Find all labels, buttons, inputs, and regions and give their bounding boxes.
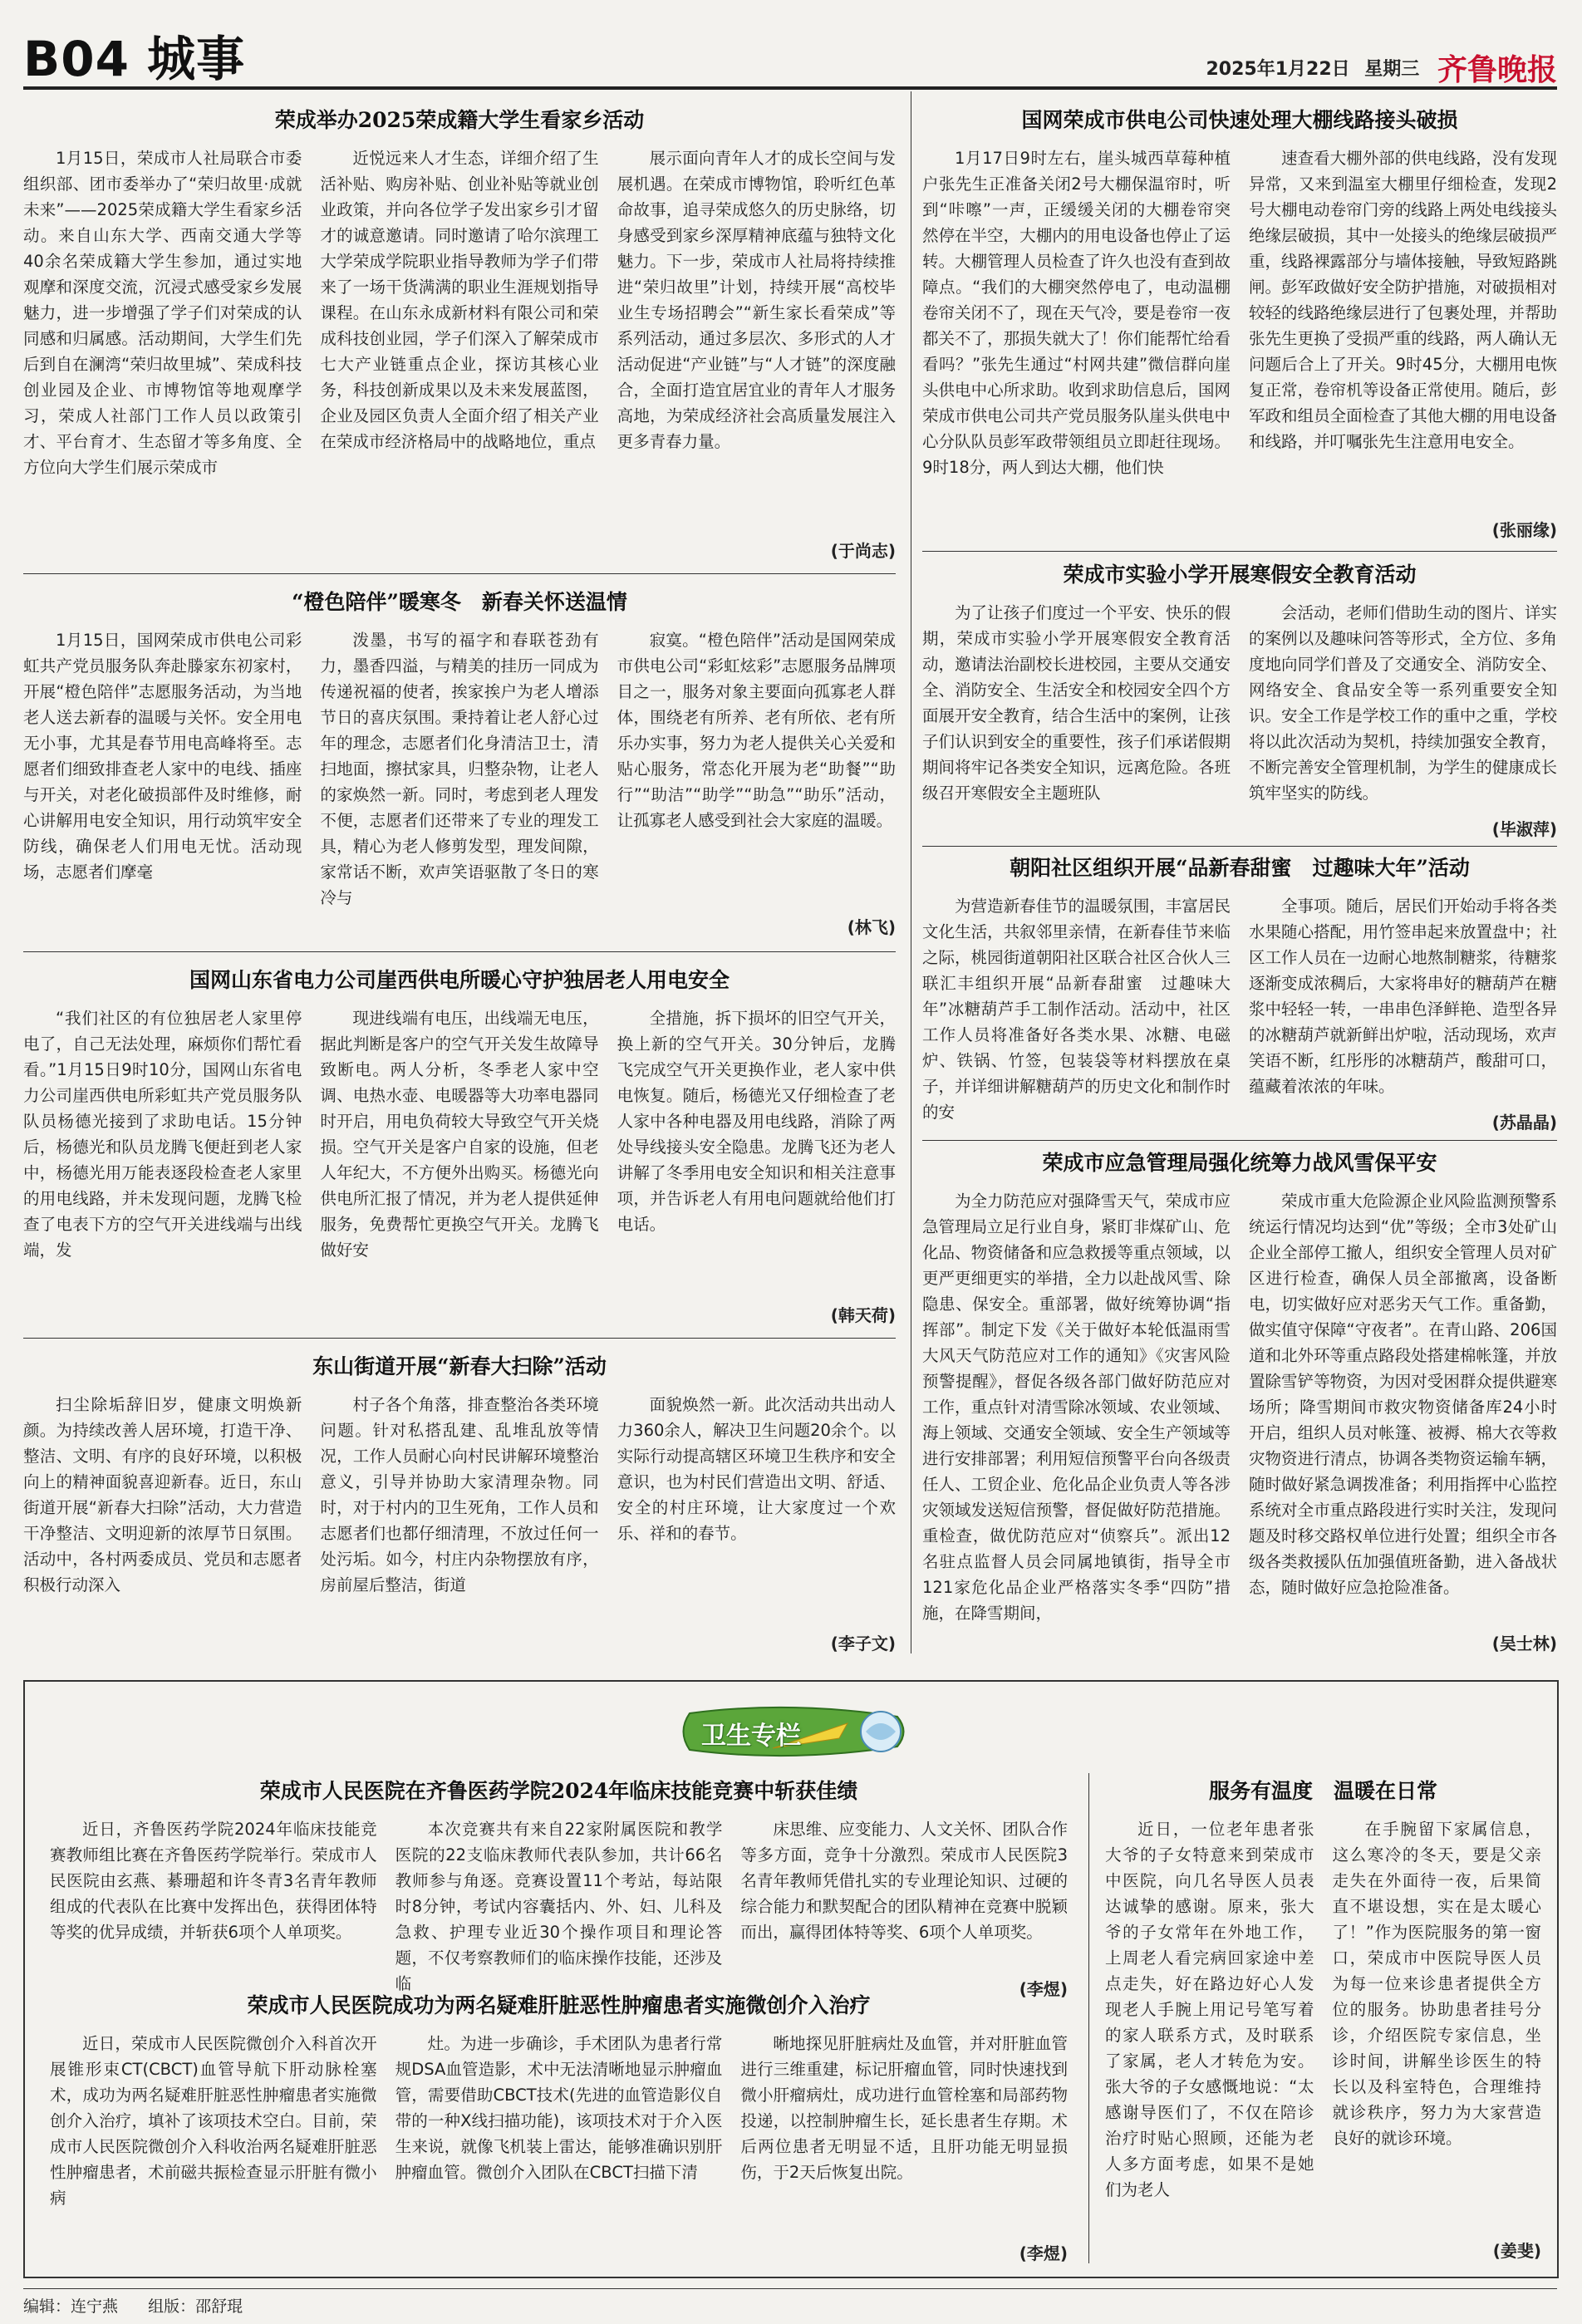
page-header — [23, 20, 1557, 90]
article-text: 1月15日，荣成市人社局联合市委组织部、团市委举办了“荣归故里·成就未来”——2025荣成籍大学生看家乡活动。来自山东大学、西南交通大学等40余名荣成籍大学生参加，通过实地观摩和深度交流，沉浸式感受家乡发展魅力，进一步增强了学子们对荣成的认同感和归属感。活动期间，大学生们先后到自在澜湾“荣归故里城”、荣成科技创业园及企业、市博物馆等地观摩学习，荣成人社部门工作人员以政策引才、平台育才、生态留才等多角度、全方位向大学生们展示荣成市 — [23, 149, 302, 477]
badge-title: 卫生专栏 — [701, 1722, 801, 1751]
article-greenhouse-repair — [922, 104, 1557, 544]
article-title: 荣成举办2025荣成籍大学生看家乡活动 — [274, 108, 645, 132]
divider — [23, 1338, 896, 1339]
article-clinical-skills — [50, 1775, 1069, 1999]
header-meta — [1197, 42, 1557, 87]
article-author: (姜斐) — [1492, 2241, 1541, 2261]
article-liver-intervention — [50, 1989, 1068, 2263]
article-text: 1月15日，国网荣成市供电公司彩虹共产党员服务队奔赴滕家东初家村，开展“橙色陪伴”志愿服务活动，为当地老人送去新春的温暖与关怀。安全用电无小事，尤其是春节用电高峰将至。志愿者们细致排查老人家中的电线、插座与开关，对老化破损部件及时维修，耐心讲解用电安全知识，用行动筑牢安全防线，确保老人们用电无忧。活动现场，志愿者们摩毫 — [23, 631, 302, 882]
article-university-students — [23, 104, 896, 565]
article-title: 国网山东省电力公司崖西供电所暖心守护独居老人用电安全 — [189, 968, 730, 992]
article-text: 近悦远来人才生态，详细介绍了生活补贴、购房补贴、创业补贴等就业创业政策，并向各位学子发出家乡引才留才的诚意邀请。同时邀请了哈尔滨理工大学荣成学院职业指导教师为学子们带来了一场干货满满的职业生涯规划指导课程。在山东永成新材料有限公司和荣成科技创业园，学子们深入了解荣成市七大产业链重点企业，探访其核心业务，科技创新成果以及未来发展蓝图，企业及园区负责人全面介绍了相关产业在荣成市经济格局中的战略地位，重点 — [320, 149, 599, 451]
column-divider — [1088, 1773, 1089, 2263]
article-text: 1月17日9时左右，崖头城西草莓种植户张先生正准备关闭2号大棚保温帘时，听到“咔嚓”一声，正缓缓关闭的大棚卷帘突然停在半空，大棚内的用电设备也停止了运转。大棚管理人员检查了许久也没有查到故障点。“我们的大棚突然停电了，电动温棚卷帘关闭不了，现在天气冷，要是卷帘一夜都关不了，那损失就大了！你们能帮忙给看看吗？”张先生通过“村网共建”微信群向崖头供电中心所求助。收到求助信息后，国网荣成市供电公司共产党员服务队崖头供电中心分队队员彭军政带领组员立即赶往现场。9时18分，两人到达大棚，他们快 — [922, 149, 1231, 477]
article-author: (苏晶晶) — [1491, 1113, 1557, 1133]
divider — [922, 846, 1557, 847]
article-warm-service — [1105, 1775, 1541, 2265]
article-text: 近日，齐鲁医药学院2024年临床技能竞赛教师组比赛在齐鲁医药学院举行。荣成市人民医院由玄燕、綦珊超和许冬青3名青年教师组成的代表队在比赛中发挥出色，获得团体特等奖的优异成绩，并斩获6项个人单项奖。 — [50, 1820, 377, 1942]
article-title: 朝阳社区组织开展“品新春甜蜜 过趣味大年”活动 — [1010, 856, 1470, 880]
article-text: 展示面向青年人才的成长空间与发展机遇。在荣成市博物馆，聆听红色革命故事，追寻荣成悠久的历史脉络，切身感受到家乡深厚精神底蕴与独特文化魅力。下一步，荣成市人社局将持续推进“荣归故里”计划，持续开展“高校毕业生专场招聘会”“新生家长看荣成”等系列活动，通过多层次、多形式的人才活动促进“产业链”与“人才链”的深度融合，全面打造宜居宜业的青年人才服务高地，为荣成经济社会高质量发展注入更多青春力量。 — [617, 149, 896, 451]
article-title: “橙色陪伴”暖寒冬 新春关怀送温情 — [292, 590, 627, 614]
article-text: 晰地探见肝脏病灶及血管，并对肝脏血管进行三维重建，标记肝瘤血管，同时快速找到微小肝瘤病灶，成功进行血管栓塞和局部药物投递，以控制肿瘤生长，延长患者生存期。术后两位患者无明显不适，且肝功能无明显损伤，于2天后恢复出院。 — [740, 2034, 1069, 2182]
article-text: 为全力防范应对强降雪天气，荣成市应急管理局立足行业自身，紧盯非煤矿山、危化品、物资储备和应急救援等重点领域，以更严更细更实的举措，全力以赴战风雪、除隐患、保安全。重部署，做好统筹协调“指挥部”。制定下发《关于做好本轮低温雨雪大风天气防范应对工作的通知》《灾害风险预警提醒》，督促各级各部门做好防范应对工作，重点针对清雪除冰领域、农业领域、海上领域、交通安全领域、安全生产领域等进行安排部署；利用短信预警平台向各级责任人、工贸企业、危化品企业负责人等各涉灾领域发送短信预警，督促做好防范措施。重检查，做优防范应对“侦察兵”。派出12名驻点监督人员会同属地镇街，指导全市121家危化品企业严格落实冬季“四防”措施，在降雪期间， — [922, 1191, 1231, 1623]
article-title: 荣成市应急管理局强化统筹力战风雪保平安 — [1042, 1151, 1437, 1175]
article-text: 泼墨，书写的福字和春联苍劲有力，墨香四溢，与精美的挂历一同成为传递祝福的使者，挨家挨户为老人增添节日的喜庆氛围。秉持着让老人舒心过年的理念，志愿者们化身清洁卫士，清扫地面，擦拭家具，归整杂物，让老人的家焕然一新。同时，考虑到老人理发不便，志愿者们还带来了专业的理发工具，精心为老人修剪发型，理发间隙，家常话不断，欢声笑语驱散了冬日的寒冷与 — [320, 631, 599, 907]
article-text: 本次竞赛共有来自22家附属医院和教学医院的22支临床教师代表队参加，共计66名教师参与角逐。竞赛设置11个考站，每站限时8分钟，考试内容囊括内、外、妇、儿科及急救、护理专业近30个操作项目和理论答题，不仅考察教师们的临床操作技能，还涉及临 — [395, 1820, 723, 1993]
issue-weekday: 星期三 — [1364, 59, 1420, 80]
article-school-safety — [922, 558, 1557, 841]
article-title: 荣成市人民医院成功为两名疑难肝脏恶性肿瘤患者实施微创介入治疗 — [247, 1993, 871, 2017]
article-power-supply-elderly — [23, 964, 896, 1329]
article-text: 近日，荣成市人民医院微创介入科首次开展锥形束CT(CBCT)血管导航下肝动脉栓塞术，成功为两名疑难肝脏恶性肿瘤患者实施微创介入治疗，填补了该项技术空白。目前，荣成市人民医院微创介入科收治两名疑难肝脏恶性肿瘤患者，术前磁共振检查显示肝脏有微小病 — [50, 2034, 377, 2208]
article-title: 荣成市人民医院在齐鲁医药学院2024年临床技能竞赛中斩获佳绩 — [259, 1779, 858, 1803]
divider — [922, 551, 1557, 552]
divider — [23, 573, 896, 574]
article-author: (林飞) — [847, 917, 896, 937]
article-text: 扫尘除垢辞旧岁，健康文明焕新颜。为持续改善人居环境，打造干净、整洁、文明、有序的良好环境，以积极向上的精神面貌喜迎新春。近日，东山街道开展“新春大扫除”活动，大力营造干净整洁、文明迎新的浓厚节日氛围。活动中，各村两委成员、党员和志愿者积极行动深入 — [23, 1395, 302, 1594]
article-text: 会活动，老师们借助生动的图片、详实的案例以及趣味问答等形式，全方位、多角度地向同学们普及了交通安全、消防安全、网络安全、食品安全等一系列重要安全知识。安全工作是学校工作的重中之重，学校将以此次活动为契机，持续加强安全教育，不断完善安全管理机制，为学生的健康成长筑牢坚实的防线。 — [1249, 603, 1557, 803]
article-title: 国网荣成市供电公司快速处理大棚线路接头破损 — [1021, 108, 1458, 132]
article-author: (韩天荷) — [830, 1305, 896, 1325]
issue-date: 2025年1月22日 — [1206, 59, 1350, 80]
article-title: 荣成市实验小学开展寒假安全教育活动 — [1063, 563, 1417, 587]
article-author: (李子文) — [830, 1634, 896, 1653]
article-text: 近日，一位老年患者张大爷的子女特意来到荣成市中医院，向几名导医人员表达诚挚的感谢。原来，张大爷的子女常年在外地工作，上周老人看完病回家途中差点走失，好在路边好心人发现老人手腕上用记号笔写着的家人联系方式，及时联系了家属，老人才转危为安。张大爷的子女感慨地说：“太感谢导医们了，不仅在陪诊治疗时贴心照顾，还能为老人多方面考虑，如果不是她们为老人 — [1105, 1820, 1314, 2199]
article-orange-company — [23, 586, 896, 943]
article-text: 在手腕留下家属信息，这么寒冷的冬天，要是父亲走失在外面待一夜，后果简直不堪设想，实在是太暖心了！”作为医院服务的第一窗口，荣成市中医院导医人员为每一位来诊患者提供全方位的服务。协助患者挂号分诊，介绍医院专家信息，坐诊时间，讲解坐诊医生的特长以及科室特色，合理维持就诊秩序，努力为大家营造良好的就诊环境。 — [1332, 1820, 1541, 2148]
health-column-badge — [673, 1698, 914, 1765]
article-author: (毕淑萍) — [1491, 819, 1557, 839]
brand-logo: 齐鲁晚报 — [1437, 52, 1557, 87]
page-footer — [23, 2288, 1557, 2316]
article-text: 村子各个角落，排查整治各类环境问题。针对私搭乱建、乱堆乱放等情况，工作人员耐心向村民讲解环境整治意义，引导并协助大家清理杂物。同时，对于村内的卫生死角，工作人员和志愿者们也都仔细清理，不放过任何一处污垢。如今，村庄内杂物摆放有序，房前屋后整洁，街道 — [320, 1395, 599, 1594]
article-author: (张丽缘) — [1491, 520, 1557, 540]
article-text: 面貌焕然一新。此次活动共出动人力360余人，解决卫生问题20余个。以实际行动提高辖区环境卫生秩序和安全意识，也为村民们营造出文明、舒适、安全的村庄环境，让大家度过一个欢乐、祥和的春节。 — [617, 1395, 896, 1543]
article-text: “我们社区的有位独居老人家里停电了，自己无法处理，麻烦你们帮忙看看。”1月15日9时10分，国网山东省电力公司崖西供电所彩虹共产党员服务队队员杨德光接到了求助电话。15分钟后，杨德光和队员龙腾飞便赶到老人家中，杨德光用万能表逐段检查老人家里的用电线路，并未发现问题，龙腾飞检查了电表下方的空气开关进线端与出线端，发 — [23, 1009, 302, 1260]
article-spring-cleaning — [23, 1350, 896, 1658]
section-label: B04 城事 — [23, 31, 246, 87]
article-title: 服务有温度 温暖在日常 — [1208, 1779, 1437, 1803]
article-text: 寂寞。“橙色陪伴”活动是国网荣成市供电公司“彩虹炫彩”志愿服务品牌项目之一，服务对象主要面向孤寡老人群体，围绕老有所养、老有所依、老有所乐办实事，努力为老人提供关心关爱和贴心服务，常态化开展为老“助餐”“助行”“助洁”“助学”“助急”“助乐”活动，让孤寡老人感受到社会大家庭的温暖。 — [617, 631, 896, 830]
editor-credit: 编辑：连宁燕 — [23, 2297, 119, 2316]
health-column-box — [23, 1680, 1559, 2278]
article-text: 荣成市重大危险源企业风险监测预警系统运行情况均达到“优”等级；全市3处矿山企业全部停工撤人，组织安全管理人员对矿区进行检查，确保人员全部撤离，设备断电，切实做好应对恶劣天气工作。重备勤，做实值守保障“守夜者”。在青山路、206国道和北外环等重点路段处搭建棉帐篷，并放置除雪铲等物资，为因对受困群众提供避寒场所；降雪期间市救灾物资储备库24小时开启，组织人员对帐篷、被褥、棉大衣等救灾物资进行清点，协调各类物资运输车辆，随时做好紧急调拨准备；利用指挥中心监控系统对全市重点路段进行实时关注，发现问题及时移交路权单位进行处置；组织全市各级各类救援队伍加强值班备勤，进入备战状态，随时做好应急抢险准备。 — [1249, 1191, 1557, 1597]
article-emergency-snow — [922, 1147, 1557, 1658]
article-text: 灶。为进一步确诊，手术团队为患者行常规DSA血管造影，术中无法清晰地显示肿瘤血管，需要借助CBCT技术(先进的血管造影仪自带的一种X线扫描功能)，该项技术对于介入医生来说，就像飞机装上雷达，能够准确识别肝肿瘤血管。微创介入团队在CBCT扫描下清 — [395, 2034, 723, 2182]
divider — [922, 1140, 1557, 1141]
article-text: 全事项。随后，居民们开始动手将各类水果随心搭配，用竹签串起来放置盘中；社区工作人员在一边耐心地熬制糖浆，待糖浆逐渐变成浓稠后，大家将串好的糖葫芦在糖浆中轻轻一转，一串串色泽鲜艳、造型各异的冰糖葫芦就新鲜出炉啦，活动现场，欢声笑语不断，红彤彤的冰糖葫芦，酸甜可口，蕴藏着浓浓的年味。 — [1249, 897, 1557, 1096]
article-candied-haws — [922, 852, 1557, 1134]
article-title: 东山街道开展“新春大扫除”活动 — [312, 1354, 607, 1378]
design-credit: 组版：邵舒琨 — [148, 2297, 243, 2316]
article-text: 床思维、应变能力、人文关怀、团队合作等多方面，竞争十分激烈。荣成市人民医院3名青年教师凭借扎实的专业理论知识、过硬的综合能力和默契配合的团队精神在竞赛中脱颖而出，赢得团体特等奖、6项个人单项奖。 — [740, 1820, 1069, 1942]
article-text: 全措施，拆下损坏的旧空气开关，换上新的空气开关。30分钟后，龙腾飞完成空气开关更换作业，老人家中供电恢复。随后，杨德光又仔细检查了老人家中各种电器及用电线路，消除了两处导线接头安全隐患。龙腾飞还为老人讲解了冬季用电安全知识和相关注意事项，并告诉老人有用电问题就给他们打电话。 — [617, 1009, 896, 1234]
article-author: (李煜) — [1019, 2243, 1068, 2263]
article-author: (李煜) — [1019, 1979, 1068, 1999]
article-text: 现进线端有电压，出线端无电压，据此判断是客户的空气开关发生故障导致断电。两人分析，冬季老人家中空调、电热水壶、电暖器等大功率电器同时开启，用电负荷较大导致空气开关烧损。空气开关是客户自家的设施，但老人年纪大，不方便外出购买。杨德光向供电所汇报了情况，并为老人提供延伸服务，免费帮忙更换空气开关。龙腾飞做好安 — [320, 1009, 599, 1260]
article-author: (于尚志) — [830, 541, 896, 561]
divider — [23, 951, 896, 952]
article-author: (吴士林) — [1491, 1634, 1557, 1653]
article-text: 为营造新春佳节的温暖氛围，丰富居民文化生活，共叙邻里亲情，在新春佳节来临之际，桃园街道朝阳社区联合社区合伙人三联汇丰组织开展“品新春甜蜜 过趣味大年”冰糖葫芦手工制作活动。活动中，社区工作人员将准备好各类水果、冰糖、电磁炉、铁锅、竹签，包装袋等材料摆放在桌子，并详细讲解糖葫芦的历史文化和制作时的安 — [922, 897, 1231, 1122]
article-text: 为了让孩子们度过一个平安、快乐的假期，荣成市实验小学开展寒假安全教育活动，邀请法治副校长进校园，主要从交通安全、消防安全、生活安全和校园安全四个方面展开安全教育，结合生活中的案例，让孩子们认识到安全的重要性，孩子们承诺假期期间将牢记各类安全知识，远离危险。各班级召开寒假安全主题班队 — [922, 603, 1231, 803]
article-text: 速查看大棚外部的供电线路，没有发现异常，又来到温室大棚里仔细检查，发现2号大棚电动卷帘门旁的线路上两处电线接头绝缘层破损，其中一处接头的绝缘层破损严重，线路裸露部分与墙体接触，导致短路跳闸。彭军政做好安全防护措施，对破损相对较轻的线路绝缘层进行了包裹处理，并帮助张先生更换了受损严重的线路，两人确认无问题后合上了开关。9时45分，大棚用电恢复正常，卷帘机等设备正常使用。随后，彭军政和组员全面检查了其他大棚的用电设备和线路，并叮嘱张先生注意用电安全。 — [1249, 149, 1557, 451]
